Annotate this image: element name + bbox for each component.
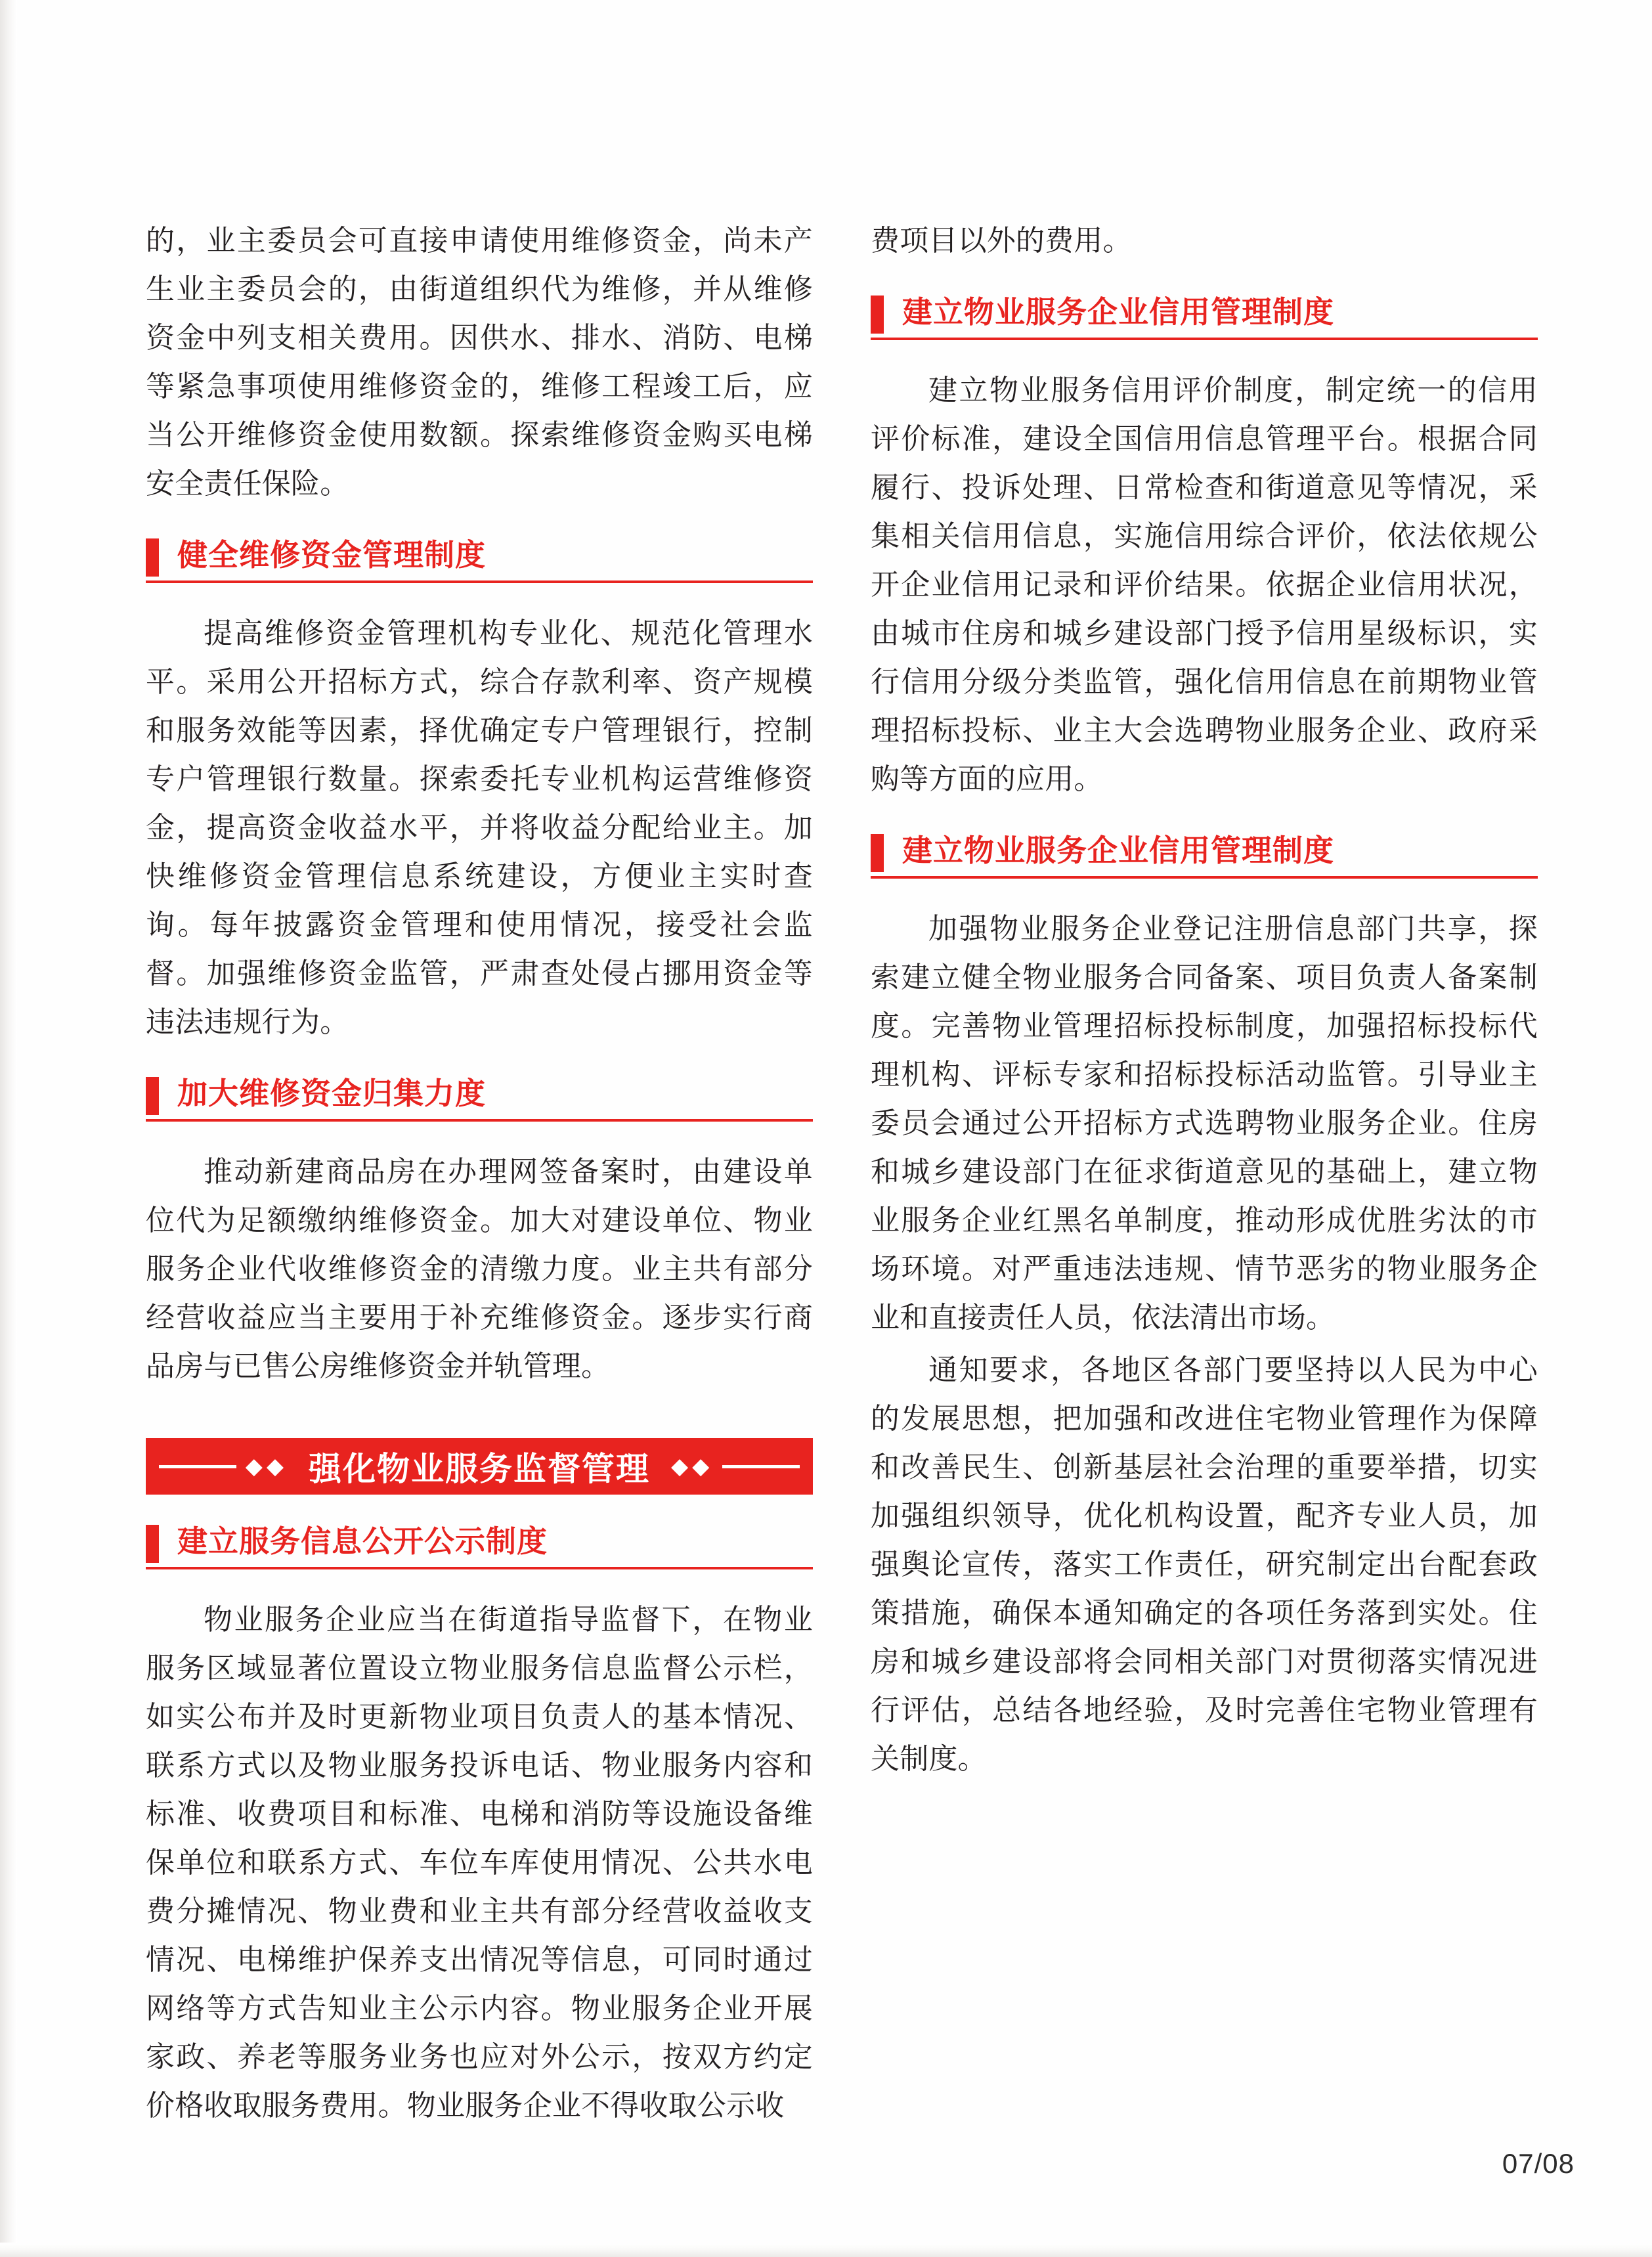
heading-accent-bar (871, 834, 884, 872)
heading-accent-bar (871, 296, 884, 334)
section-heading-maintenance-fund-system (146, 536, 813, 583)
heading-accent-bar (146, 1525, 159, 1563)
heading-accent-bar (146, 538, 159, 577)
heading-underline (146, 1567, 813, 1569)
paragraph-service-disclosure: 物业服务企业应当在街道指导监督下，在物业服务区域显著位置设立物业服务信息监督公示栏，如实公布并及时更新物业项目负责人的基本情况、联系方式以及物业服务投诉电话、物业服务内容和标准、收费项目和标准、电梯和消防等设施设备维保单位和联系方式、车位车库使用情况、公共水电费分摊情况、物业费和业主共有部分经营收益收支情况、电梯维护保养支出情况等信息，可同时通过网络等方式告知业主公示内容。物业服务企业开展家政、养老等服务业务也应对外公示，按双方约定价格收取服务费用。物业服务企业不得收取公示收 (146, 1604, 813, 2122)
left-column (146, 217, 813, 2134)
right-column (871, 217, 1538, 2134)
section-heading-label: 建立服务信息公开公示制度 (177, 1524, 548, 1558)
diamond-icon-right: ◆◆ (671, 1453, 714, 1479)
banner-title: 强化物业服务监督管理 (309, 1451, 650, 1487)
heading-underline (146, 581, 813, 583)
section-heading-fund-collection (146, 1074, 813, 1122)
paragraph-continued-left: 的，业主委员会可直接申请使用维修资金，尚未产生业主委员会的，由街道组织代为维修，并从维修资金中列支相关费用。因供水、排水、消防、电梯等紧急事项使用维修资金的，维修工程竣工后，应当公开维修资金使用数额。探索维修资金购买电梯安全责任保险。 (146, 225, 813, 500)
heading-accent-bar (146, 1077, 159, 1115)
paragraph-fund-collection: 推动新建商品房在办理网签备案时，由建设单位代为足额缴纳维修资金。加大对建设单位、物业服务企业代收维修资金的清缴力度。业主共有部分经营收益应当主要用于补充维修资金。逐步实行商品房与已售公房维修资金并轨管理。 (146, 1156, 813, 1382)
section-heading-service-disclosure (146, 1522, 813, 1569)
section-heading-label: 健全维修资金管理制度 (177, 538, 486, 572)
banner-rule-left (159, 1465, 236, 1468)
paragraph-maintenance-fund-system: 提高维修资金管理机构专业化、规范化管理水平。采用公开招标方式，综合存款利率、资产规模和服务效能等因素，择优确定专户管理银行，控制专户管理银行数量。探索委托专业机构运营维修资金，提高资金收益水平，并将收益分配给业主。加快维修资金管理信息系统建设，方便业主实时查询。每年披露资金管理和使用情况，接受社会监督。加强维修资金监管，严肃查处侵占挪用资金等违法违规行为。 (146, 617, 813, 1038)
paragraph-registration-sharing: 加强物业服务企业登记注册信息部门共享，探索建立健全物业服务合同备案、项目负责人备案制度。完善物业管理招标投标制度，加强招标投标代理机构、评标专家和招标投标活动监管。引导业主委员会通过公开招标方式选聘物业服务企业。住房和城乡建设部门在征求街道意见的基础上，建立物业服务企业红黑名单制度，推动形成优胜劣汰的市场环境。对严重违法违规、情节恶劣的物业服务企业和直接责任人员，依法清出市场。 (871, 913, 1538, 1334)
paragraph-continued-right: 费项目以外的费用。 (871, 225, 1132, 257)
section-heading-label: 加大维修资金归集力度 (177, 1076, 486, 1110)
section-heading-credit-management-2 (871, 831, 1538, 879)
two-column-layout (146, 217, 1538, 2134)
banner-rule-right (722, 1465, 800, 1468)
paragraph-credit-evaluation: 建立物业服务信用评价制度，制定统一的信用评价标准，建设全国信用信息管理平台。根据合同履行、投诉处理、日常检查和街道意见等情况，采集相关信用信息，实施信用综合评价，依法依规公开企业信用记录和评价结果。依据企业信用状况，由城市住房和城乡建设部门授予信用星级标识，实行信用分级分类监管，强化信用信息在前期物业管理招标投标、业主大会选聘物业服务企业、政府采购等方面的应用。 (871, 374, 1538, 795)
heading-underline (871, 876, 1538, 879)
section-heading-label: 建立物业服务企业信用管理制度 (902, 833, 1334, 867)
page-number: 07/08 (1502, 2148, 1575, 2179)
section-heading-label: 建立物业服务企业信用管理制度 (902, 295, 1334, 329)
diamond-icon-left: ◆◆ (245, 1453, 288, 1479)
section-heading-credit-management-1 (871, 293, 1538, 340)
main-section-banner (146, 1438, 813, 1495)
paragraph-notice-requirements: 通知要求，各地区各部门要坚持以人民为中心的发展思想，把加强和改进住宅物业管理作为保障和改善民生、创新基层社会治理的重要举措，切实加强组织领导，优化机构设置，配齐专业人员，加强舆论宣传，落实工作责任，研究制定出台配套政策措施，确保本通知确定的各项任务落到实处。住房和城乡建设部将会同相关部门对贯彻落实情况进行评估，总结各地经验，及时完善住宅物业管理有关制度。 (871, 1354, 1538, 1775)
heading-underline (146, 1119, 813, 1122)
heading-underline (871, 338, 1538, 340)
